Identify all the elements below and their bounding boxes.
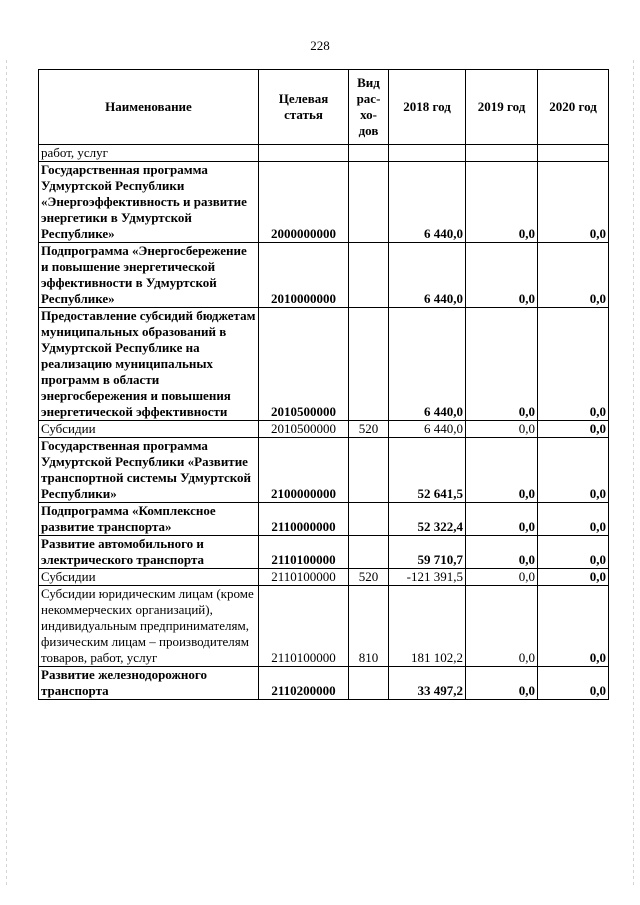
row-2019: 0,0 (466, 438, 538, 503)
table-row (39, 503, 609, 536)
row-vid: 520 (349, 421, 389, 438)
row-vid (349, 503, 389, 536)
row-name: Развитие железнодорожного транспорта (39, 667, 259, 700)
table-row (39, 308, 609, 421)
row-code: 2010000000 (259, 243, 349, 308)
row-2019: 0,0 (466, 243, 538, 308)
row-vid (349, 308, 389, 421)
row-2018: 181 102,2 (389, 586, 466, 667)
table-row (39, 586, 609, 667)
row-2020 (538, 145, 609, 162)
row-2020: 0,0 (538, 586, 609, 667)
row-name: Подпрограмма «Энергосбережение и повышение энергетической эффективности в Удмуртской Республике» (39, 243, 259, 308)
row-code: 2110100000 (259, 536, 349, 569)
table-row (39, 162, 609, 243)
table-row (39, 243, 609, 308)
row-2018: 52 641,5 (389, 438, 466, 503)
row-2019: 0,0 (466, 308, 538, 421)
row-code (259, 145, 349, 162)
row-2018: 59 710,7 (389, 536, 466, 569)
row-vid (349, 243, 389, 308)
row-2018: 6 440,0 (389, 308, 466, 421)
row-2020: 0,0 (538, 569, 609, 586)
row-code: 2110200000 (259, 667, 349, 700)
row-vid (349, 536, 389, 569)
row-2020: 0,0 (538, 667, 609, 700)
row-code: 2110100000 (259, 569, 349, 586)
row-name: работ, услуг (39, 145, 259, 162)
table-header-row (39, 70, 609, 145)
row-code: 2110000000 (259, 503, 349, 536)
header-vid: Вид рас-хо-дов (349, 70, 389, 145)
header-2018: 2018 год (389, 70, 466, 145)
budget-table (38, 69, 609, 700)
row-2019: 0,0 (466, 569, 538, 586)
row-2020: 0,0 (538, 308, 609, 421)
row-vid: 810 (349, 586, 389, 667)
row-2018: 6 440,0 (389, 243, 466, 308)
header-2019: 2019 год (466, 70, 538, 145)
header-name: Наименование (39, 70, 259, 145)
row-2020: 0,0 (538, 421, 609, 438)
table-row (39, 536, 609, 569)
table-row (39, 569, 609, 586)
row-2018: 6 440,0 (389, 162, 466, 243)
row-name: Государственная программа Удмуртской Республики «Развитие транспортной системы Удмуртской Республики» (39, 438, 259, 503)
row-2019: 0,0 (466, 503, 538, 536)
row-code: 2110100000 (259, 586, 349, 667)
row-2020: 0,0 (538, 438, 609, 503)
row-2018: 33 497,2 (389, 667, 466, 700)
row-2019: 0,0 (466, 162, 538, 243)
row-name: Субсидии (39, 421, 259, 438)
table-row (39, 421, 609, 438)
row-name: Развитие автомобильного и электрического транспорта (39, 536, 259, 569)
header-code: Целевая статья (259, 70, 349, 145)
row-name: Подпрограмма «Комплексное развитие транспорта» (39, 503, 259, 536)
left-margin-dots (6, 60, 7, 885)
table-row (39, 438, 609, 503)
table-row (39, 667, 609, 700)
row-vid (349, 667, 389, 700)
header-2020: 2020 год (538, 70, 609, 145)
row-code: 2010500000 (259, 308, 349, 421)
row-2019: 0,0 (466, 421, 538, 438)
row-code: 2000000000 (259, 162, 349, 243)
row-2018: -121 391,5 (389, 569, 466, 586)
row-2018 (389, 145, 466, 162)
row-2020: 0,0 (538, 503, 609, 536)
row-name: Государственная программа Удмуртской Республики «Энергоэффективность и развитие энергетики в Удмуртской Республике» (39, 162, 259, 243)
row-code: 2010500000 (259, 421, 349, 438)
row-2019 (466, 145, 538, 162)
row-name: Субсидии юридическим лицам (кроме некоммерческих организаций), индивидуальным предпринимателям, физическим лицам – производителям товаров, работ, услуг (39, 586, 259, 667)
row-vid (349, 145, 389, 162)
row-vid: 520 (349, 569, 389, 586)
row-2020: 0,0 (538, 243, 609, 308)
row-2019: 0,0 (466, 586, 538, 667)
table-row (39, 145, 609, 162)
page-number: 228 (310, 38, 330, 53)
row-name: Субсидии (39, 569, 259, 586)
row-2019: 0,0 (466, 667, 538, 700)
right-margin-dots (633, 60, 634, 885)
row-code: 2100000000 (259, 438, 349, 503)
row-2018: 52 322,4 (389, 503, 466, 536)
row-vid (349, 162, 389, 243)
row-vid (349, 438, 389, 503)
row-2020: 0,0 (538, 536, 609, 569)
row-2020: 0,0 (538, 162, 609, 243)
row-2018: 6 440,0 (389, 421, 466, 438)
row-2019: 0,0 (466, 536, 538, 569)
row-name: Предоставление субсидий бюджетам муниципальных образований в Удмуртской Республике на реализацию муниципальных программ в области энергосбережения и повышения энергетической эффективности (39, 308, 259, 421)
